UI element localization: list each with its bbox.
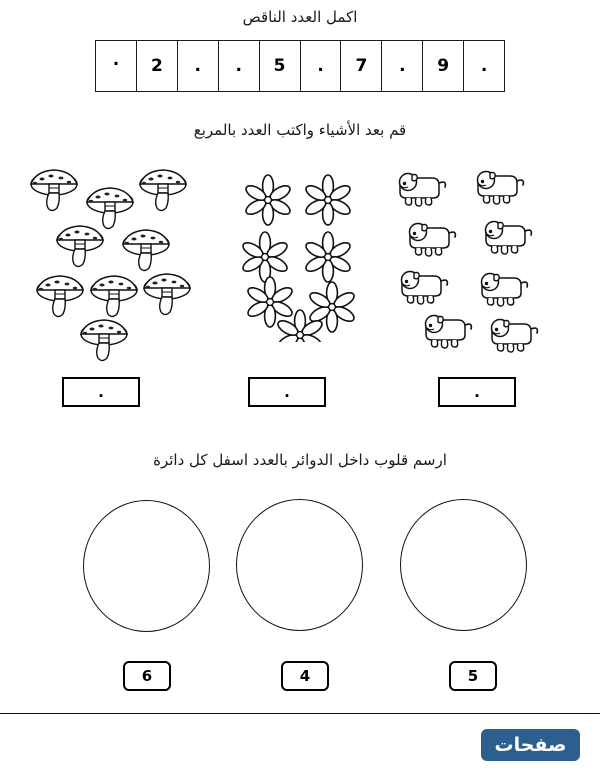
footer-divider bbox=[0, 713, 600, 714]
section-heading-missing-numbers: اكمل العدد الناقص bbox=[242, 8, 358, 26]
mushroom-group-svg bbox=[22, 162, 202, 362]
circle-number-badge: 5 bbox=[449, 661, 497, 691]
count-group-dogs bbox=[392, 170, 552, 360]
drawing-circle[interactable] bbox=[400, 499, 527, 631]
drawing-circle[interactable] bbox=[83, 500, 210, 632]
count-group-mushrooms bbox=[22, 162, 202, 362]
number-strip bbox=[95, 40, 505, 92]
circle-number-badge: 4 bbox=[281, 661, 329, 691]
number-cell[interactable]: . bbox=[177, 41, 218, 91]
section-heading-draw-hearts: ارسم قلوب داخل الدوائر بالعدد اسفل كل دائرة bbox=[153, 451, 447, 469]
count-group-flowers bbox=[240, 172, 370, 342]
answer-box[interactable]: . bbox=[62, 377, 140, 407]
site-logo[interactable] bbox=[481, 729, 580, 761]
number-cell[interactable]: . bbox=[463, 41, 504, 91]
flower-group-svg bbox=[240, 172, 370, 342]
answer-box[interactable]: . bbox=[438, 377, 516, 407]
number-cell[interactable]: . bbox=[300, 41, 341, 91]
number-cell[interactable]: 2 bbox=[136, 41, 177, 91]
number-cell[interactable]: 7 bbox=[340, 41, 381, 91]
number-cell[interactable]: . bbox=[218, 41, 259, 91]
number-cell[interactable]: 5 bbox=[259, 41, 300, 91]
circle-number-badge: 6 bbox=[123, 661, 171, 691]
drawing-circle[interactable] bbox=[236, 499, 363, 631]
answer-box[interactable]: . bbox=[248, 377, 326, 407]
number-cell[interactable]: . bbox=[381, 41, 422, 91]
number-cell[interactable]: . bbox=[112, 50, 120, 70]
section-heading-counting: قم بعد الأشياء واكتب العدد بالمربع bbox=[193, 121, 407, 139]
number-cell[interactable]: 9 bbox=[422, 41, 463, 91]
dog-group-svg bbox=[392, 170, 552, 360]
site-logo-text: صفحات bbox=[494, 733, 567, 756]
